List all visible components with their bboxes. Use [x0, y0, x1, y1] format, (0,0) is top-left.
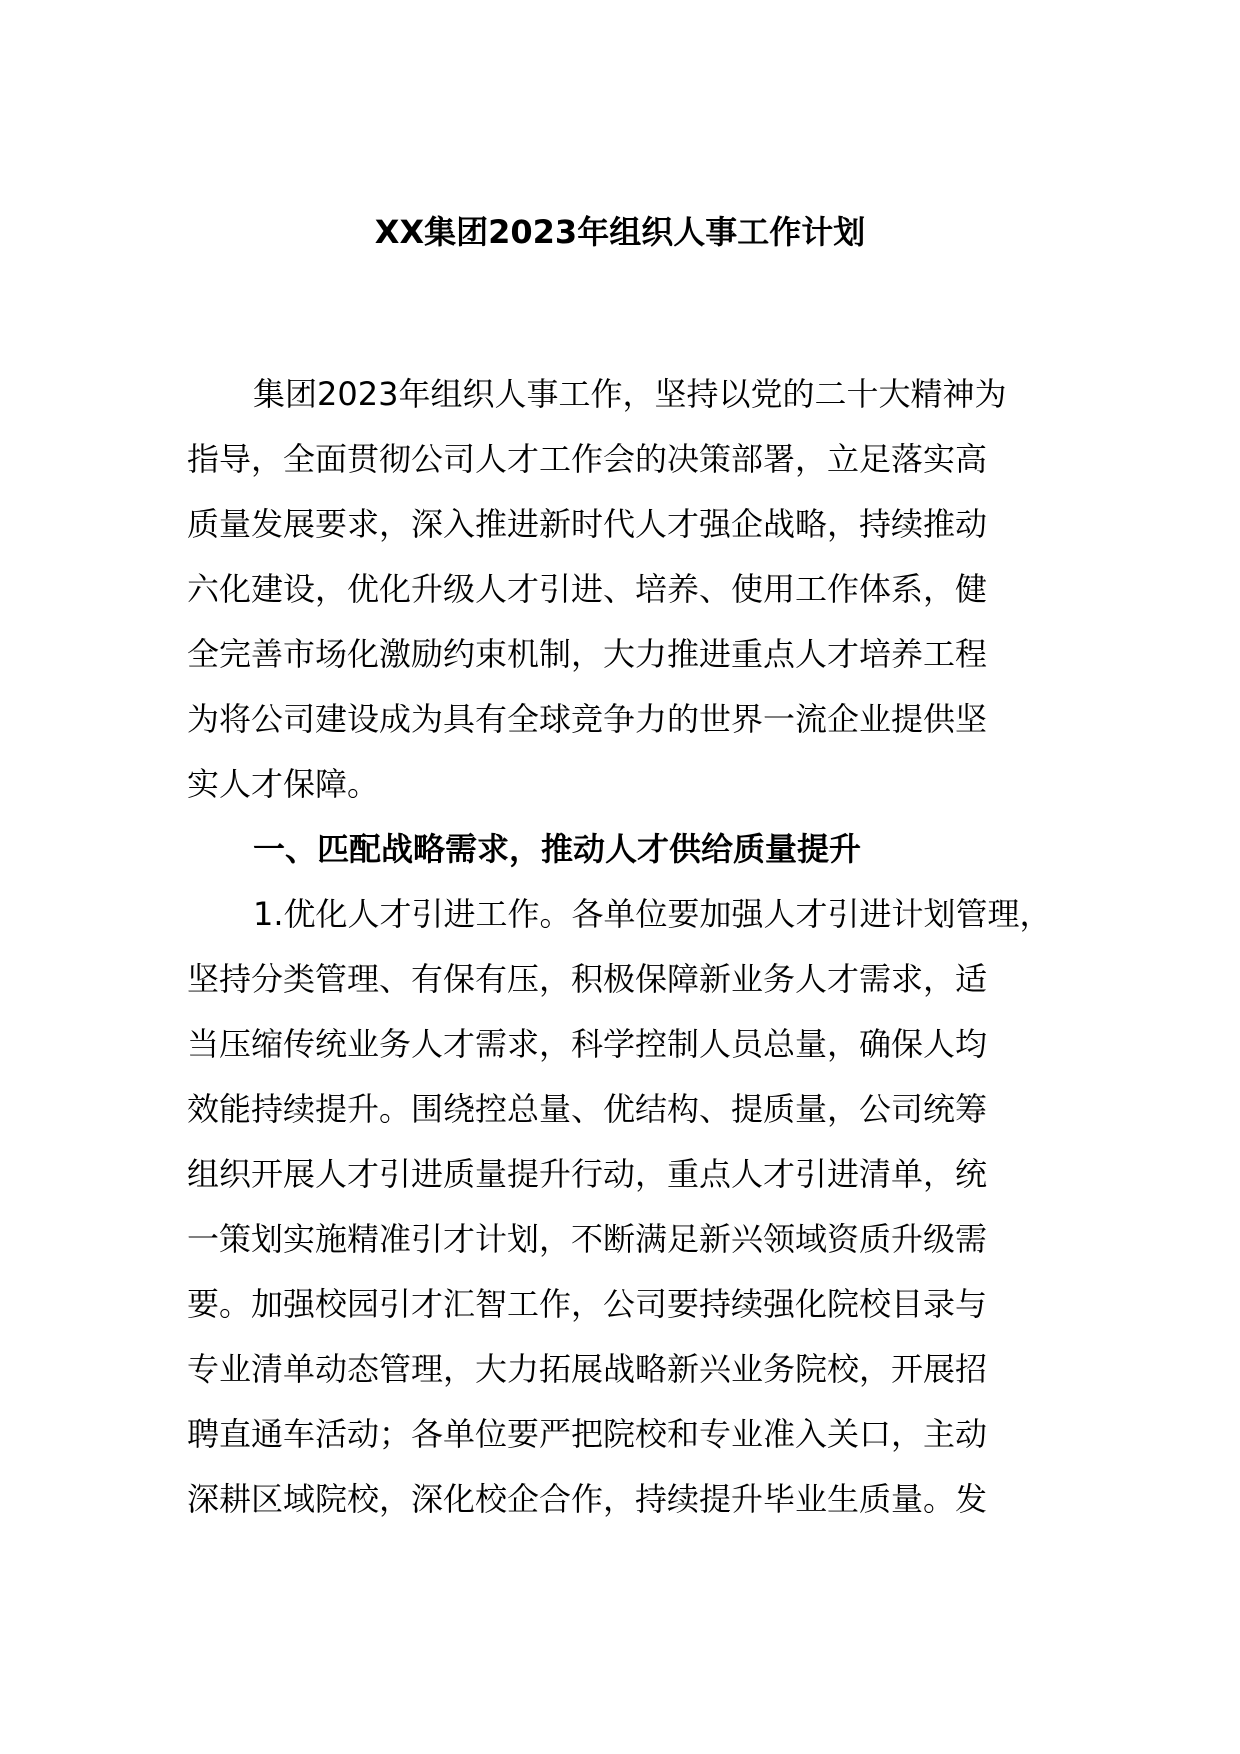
document-body [187, 362, 1087, 1532]
document-title: XX集团2023年组织人事工作计划 [374, 213, 866, 251]
paragraph-line: 为将公司建设成为具有全球竞争力的世界一流企业提供坚 [187, 700, 988, 738]
paragraph-line: 要。加强校园引才汇智工作，公司要持续强化院校目录与 [187, 1285, 988, 1323]
paragraph-line: 深耕区域院校，深化校企合作，持续提升毕业生质量。发 [187, 1480, 988, 1518]
paragraph-line: 组织开展人才引进质量提升行动，重点人才引进清单，统 [187, 1155, 988, 1193]
paragraph-line: 六化建设，优化升级人才引进、培养、使用工作体系，健 [187, 570, 988, 608]
paragraph-line: 质量发展要求，深入推进新时代人才强企战略，持续推动 [187, 505, 988, 543]
paragraph-line: 聘直通车活动；各单位要严把院校和专业准入关口，主动 [187, 1415, 988, 1453]
paragraph-line: 效能持续提升。围绕控总量、优结构、提质量，公司统筹 [187, 1090, 988, 1128]
paragraph-line: 专业清单动态管理，大力拓展战略新兴业务院校，开展招 [187, 1350, 988, 1388]
section-heading: 一、匹配战略需求，推动人才供给质量提升 [253, 830, 862, 868]
paragraph-line: 一策划实施精准引才计划，不断满足新兴领域资质升级需 [187, 1220, 988, 1258]
paragraph-line: 集团2023年组织人事工作，坚持以党的二十大精神为 [253, 375, 1007, 413]
paragraph-line: 当压缩传统业务人才需求，科学控制人员总量，确保人均 [187, 1025, 988, 1063]
paragraph-line: 坚持分类管理、有保有压，积极保障新业务人才需求，适 [187, 960, 988, 998]
paragraph-line: 指导，全面贯彻公司人才工作会的决策部署，立足落实高 [187, 440, 988, 478]
paragraph-line: 1.优化人才引进工作。各单位要加强人才引进计划管理， [253, 895, 1052, 933]
paragraph-line: 实人才保障。 [187, 765, 380, 803]
paragraph-line: 全完善市场化激励约束机制，大力推进重点人才培养工程 [187, 635, 988, 673]
